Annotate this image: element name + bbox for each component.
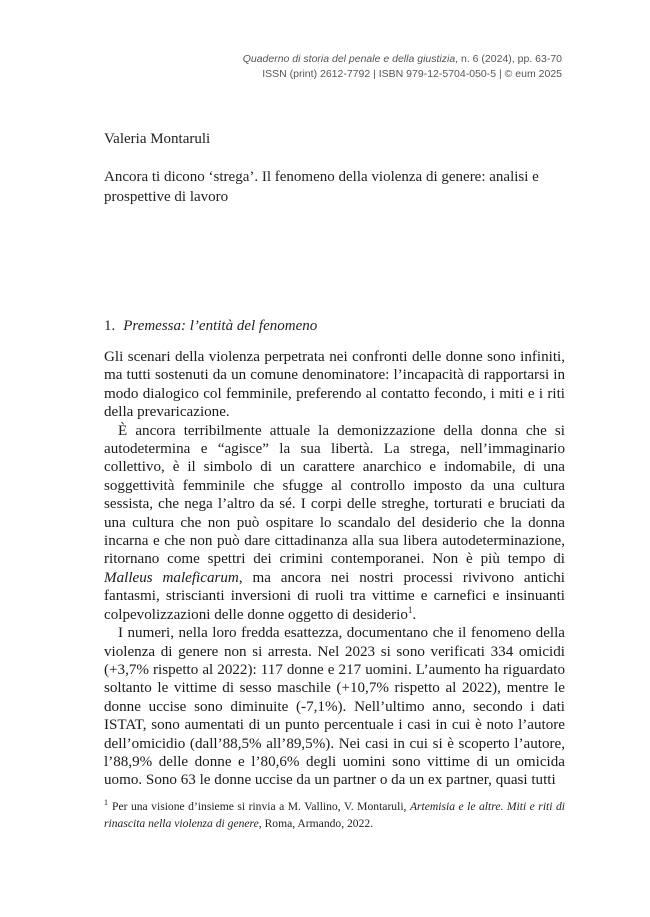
footnote-text-a: Per una visione d’insieme si rinvia a M. Vallino, V. Montaruli, [112, 800, 410, 813]
footnote-marker: 1 [104, 798, 108, 808]
footnote-text-b: , Roma, Armando, 2022. [258, 817, 374, 830]
journal-issue: , n. 6 (2024), pp. 63-70 [455, 53, 562, 65]
footnote-italic-title: Artemisia e le altre. Miti e riti di rinascita nella violenza di genere [104, 800, 565, 830]
body-text [104, 348, 565, 790]
article-title: Ancora ti dicono ‘strega’. Il fenomeno della violenza di genere: analisi e prospettive di lavoro [104, 169, 539, 205]
section-heading [104, 318, 317, 335]
paragraph-2-italic: Malleus maleficarum [104, 569, 239, 586]
running-head-identifiers: ISSN (print) 2612-7792 | ISBN 979-12-5704-050-5 | © eum 2025 [262, 68, 562, 80]
paragraph-3: I numeri, nella loro fredda esattezza, documentano che il fenomeno della violenza di genere non si arresta. Nel 2023 si sono verificati 334 omicidi (+3,7% rispetto al 2022): 117 donne e 217 uomini. L’aumento ha riguardato soltanto le vittime di sesso maschile (+10,7% rispetto al 2022), mentre le donne uccise sono diminuite (-7,1%). Nell’ultimo anno, secondo i dati ISTAT, sono aumentati di un punto percentuale i casi in cui è noto l’autore dell’omicidio (dall’88,5% all’89,5%). Nei casi in cui si è scoperto l’autore, l’88,9% delle donne e l’80,6% degli uomini sono vittime di un omicida uomo. Sono 63 le donne uccise da un partner o da un ex partner, quasi tutti [104, 625, 565, 789]
paragraph-2-text-b: , ma ancora nei nostri processi rivivono antichi fantasmi, striscianti inversioni di ruoli tra vittime e carnefici e insinuanti colpevolizzazioni delle donne oggetto di desiderio [104, 569, 565, 623]
author-name: Valeria Montaruli [104, 131, 211, 147]
paragraph-1: Gli scenari della violenza perpetrata nei confronti delle donne sono infiniti, ma tutti sostenuti da un comune denominatore: l’incapacità di rapportarsi in modo dialogico col femminile, preferendo al contatto fecondo, i miti e i riti della prevaricazione. [104, 349, 565, 421]
footnote [104, 798, 565, 832]
running-head-journal-line [243, 52, 562, 67]
paragraph-2-text-a: È ancora terribilmente attuale la demonizzazione della donna che si autodetermina e “agisce” la sua libertà. La strega, nell’immaginario collettivo, è il simbolo di un carattere anarchico e indomabile, di una soggettività femminile che sfugge al controllo imposto da una cultura sessista, che nega l’altro da sé. I corpi delle streghe, torturati e bruciati da una cultura che non può ospitare lo scandalo del desiderio che la donna incarna e che non può dare cittadinanza alla sua libera autodeterminazione, ritornano come spettri dei crimini contemporanei. Non è più tempo di [104, 422, 565, 568]
paragraph-2 [104, 422, 565, 624]
running-head [243, 52, 562, 82]
section-number: 1. [104, 318, 116, 334]
journal-name: Quaderno di storia del penale e della giustizia [242, 53, 456, 65]
section-title: Premessa: l’entità del fenomeno [123, 318, 318, 334]
footnote-reference[interactable]: 1 [407, 604, 413, 615]
paragraph-2-text-c: . [412, 606, 417, 623]
